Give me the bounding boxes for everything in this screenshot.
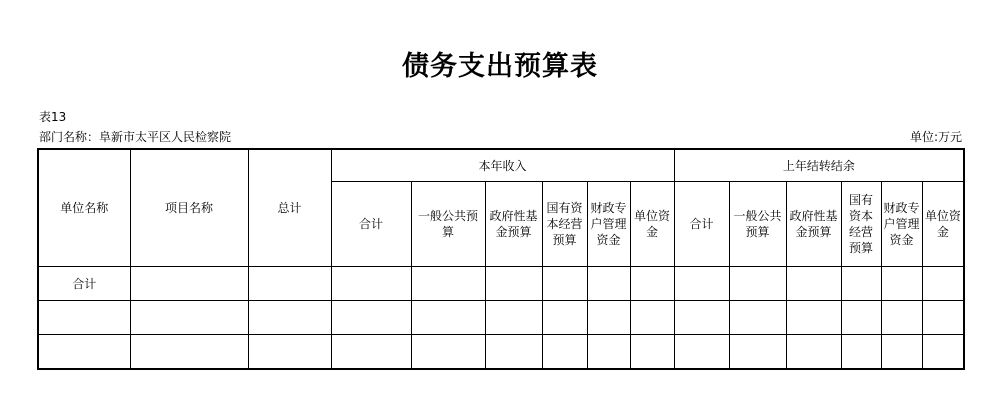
header-prev-state-capital: 国有资本经营预算 bbox=[841, 182, 881, 267]
cell-prev-gov-fund bbox=[786, 301, 841, 335]
cell-cur-general-budget bbox=[411, 267, 485, 301]
cell-prev-special-account bbox=[881, 267, 922, 301]
cell-unit-name bbox=[38, 301, 130, 335]
table-number: 表13 bbox=[39, 110, 67, 124]
cell-cur-unit-fund bbox=[630, 335, 674, 370]
cell-cur-sum bbox=[331, 267, 411, 301]
cell-prev-state-capital bbox=[841, 301, 881, 335]
header-prev-general-budget: 一般公共预算 bbox=[729, 182, 786, 267]
cell-cur-unit-fund bbox=[630, 267, 674, 301]
cell-cur-state-capital bbox=[542, 267, 587, 301]
cell-cur-gov-fund bbox=[485, 335, 542, 370]
cell-project-name bbox=[130, 267, 248, 301]
header-prev-unit-fund: 单位资金 bbox=[922, 182, 964, 267]
cell-cur-state-capital bbox=[542, 335, 587, 370]
cell-cur-state-capital bbox=[542, 301, 587, 335]
cell-prev-general-budget bbox=[729, 267, 786, 301]
table-row bbox=[38, 267, 964, 301]
department-label: 部门名称：阜新市太平区人民检察院 bbox=[39, 130, 232, 144]
debt-expenditure-table bbox=[37, 148, 965, 370]
cell-total bbox=[248, 335, 331, 370]
header-cur-gov-fund: 政府性基金预算 bbox=[485, 182, 542, 267]
header-prev-special-account: 财政专户管理资金 bbox=[881, 182, 922, 267]
header-cur-sum: 合计 bbox=[331, 182, 411, 267]
cell-total bbox=[248, 267, 331, 301]
header-cur-unit-fund: 单位资金 bbox=[630, 182, 674, 267]
cell-prev-sum bbox=[674, 335, 729, 370]
cell-cur-special-account bbox=[587, 335, 630, 370]
cell-prev-general-budget bbox=[729, 301, 786, 335]
cell-project-name bbox=[130, 301, 248, 335]
table-row bbox=[38, 301, 964, 335]
cell-prev-unit-fund bbox=[922, 267, 964, 301]
cell-cur-unit-fund bbox=[630, 301, 674, 335]
cell-cur-sum bbox=[331, 301, 411, 335]
cell-cur-gov-fund bbox=[485, 301, 542, 335]
cell-total bbox=[248, 301, 331, 335]
header-project-name: 项目名称 bbox=[130, 149, 248, 267]
header-cur-special-account: 财政专户管理资金 bbox=[587, 182, 630, 267]
cell-prev-state-capital bbox=[841, 267, 881, 301]
header-current-year-income: 本年收入 bbox=[331, 149, 674, 182]
cell-prev-gov-fund bbox=[786, 335, 841, 370]
header-prev-year-carryover: 上年结转结余 bbox=[674, 149, 964, 182]
header-cur-state-capital: 国有资本经营预算 bbox=[542, 182, 587, 267]
unit-label: 单位:万元 bbox=[909, 130, 962, 144]
cell-cur-general-budget bbox=[411, 335, 485, 370]
table-row bbox=[38, 335, 964, 370]
cell-cur-sum bbox=[331, 335, 411, 370]
cell-prev-sum bbox=[674, 301, 729, 335]
cell-prev-gov-fund bbox=[786, 267, 841, 301]
cell-project-name bbox=[130, 335, 248, 370]
header-unit-name: 单位名称 bbox=[38, 149, 130, 267]
cell-cur-gov-fund bbox=[485, 267, 542, 301]
cell-prev-unit-fund bbox=[922, 301, 964, 335]
cell-cur-special-account bbox=[587, 267, 630, 301]
header-prev-sum: 合计 bbox=[674, 182, 729, 267]
cell-unit-name bbox=[38, 335, 130, 370]
cell-cur-general-budget bbox=[411, 301, 485, 335]
cell-prev-state-capital bbox=[841, 335, 881, 370]
cell-cur-special-account bbox=[587, 301, 630, 335]
header-cur-general-budget: 一般公共预算 bbox=[411, 182, 485, 267]
cell-prev-special-account bbox=[881, 335, 922, 370]
cell-prev-special-account bbox=[881, 301, 922, 335]
cell-unit-name: 合计 bbox=[38, 267, 130, 301]
page-title: 债务支出预算表 bbox=[402, 51, 598, 82]
header-prev-gov-fund: 政府性基金预算 bbox=[786, 182, 841, 267]
header-total: 总计 bbox=[248, 149, 331, 267]
cell-prev-sum bbox=[674, 267, 729, 301]
cell-prev-general-budget bbox=[729, 335, 786, 370]
cell-prev-unit-fund bbox=[922, 335, 964, 370]
